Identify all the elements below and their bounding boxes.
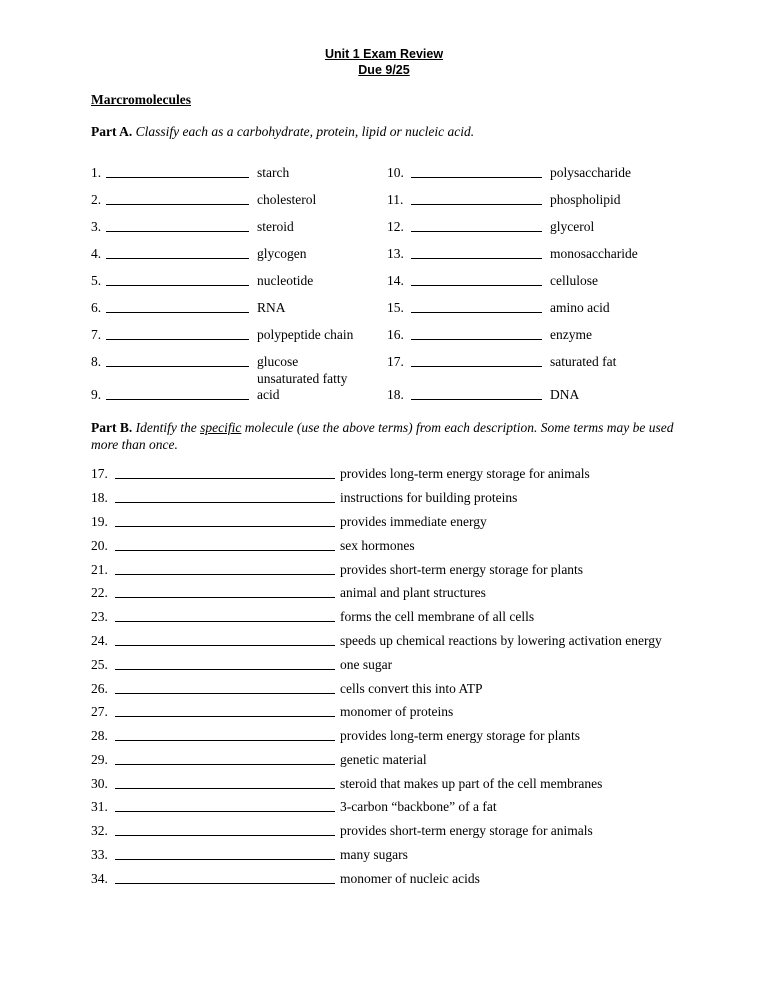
answer-blank[interactable] xyxy=(411,399,542,400)
answer-blank[interactable] xyxy=(115,835,335,836)
answer-blank[interactable] xyxy=(106,339,249,340)
answer-blank[interactable] xyxy=(115,669,335,670)
answer-blank[interactable] xyxy=(115,788,335,789)
due-date: Due 9/25 xyxy=(358,63,410,77)
answer-blank[interactable] xyxy=(411,258,542,259)
answer-blank[interactable] xyxy=(115,597,335,598)
answer-blank[interactable] xyxy=(115,621,335,622)
answer-blank[interactable] xyxy=(115,478,335,479)
answer-blank[interactable] xyxy=(411,366,542,367)
page-header xyxy=(0,46,768,78)
emphasis-text: specific xyxy=(200,420,242,435)
answer-blank[interactable] xyxy=(106,204,249,205)
answer-blank[interactable] xyxy=(411,339,542,340)
answer-blank[interactable] xyxy=(115,693,335,694)
answer-blank[interactable] xyxy=(115,550,335,551)
answer-blank[interactable] xyxy=(115,574,335,575)
page-title: Unit 1 Exam Review xyxy=(324,47,444,61)
section-title: Marcromolecules xyxy=(91,92,191,107)
answer-blank[interactable] xyxy=(106,366,249,367)
part-b-instructions: Part B. Identify the specific molecule (use the above terms) from each description. Some terms may be used more than once. xyxy=(91,420,674,452)
answer-blank[interactable] xyxy=(106,312,249,313)
answer-blank[interactable] xyxy=(411,312,542,313)
answer-blank[interactable] xyxy=(411,231,542,232)
answer-blank[interactable] xyxy=(115,883,335,884)
answer-blank[interactable] xyxy=(106,177,249,178)
answer-blank[interactable] xyxy=(115,811,335,812)
answer-blank[interactable] xyxy=(411,285,542,286)
answer-blank[interactable] xyxy=(106,399,249,400)
answer-blank[interactable] xyxy=(106,258,249,259)
answer-blank[interactable] xyxy=(115,526,335,527)
part-a-label: Part A. xyxy=(91,124,133,139)
answer-blank[interactable] xyxy=(115,764,335,765)
answer-blank[interactable] xyxy=(115,502,335,503)
answer-blank[interactable] xyxy=(411,204,542,205)
answer-blank[interactable] xyxy=(115,859,335,860)
answer-blank[interactable] xyxy=(106,285,249,286)
answer-blank[interactable] xyxy=(115,716,335,717)
answer-blank[interactable] xyxy=(115,740,335,741)
answer-blank[interactable] xyxy=(411,177,542,178)
part-b-label: Part B. xyxy=(91,420,133,435)
part-a-instructions xyxy=(91,124,474,140)
answer-blank[interactable] xyxy=(106,231,249,232)
part-a-text: Classify each as a carbohydrate, protein, lipid or nucleic acid. xyxy=(135,124,475,139)
answer-blank[interactable] xyxy=(115,645,335,646)
